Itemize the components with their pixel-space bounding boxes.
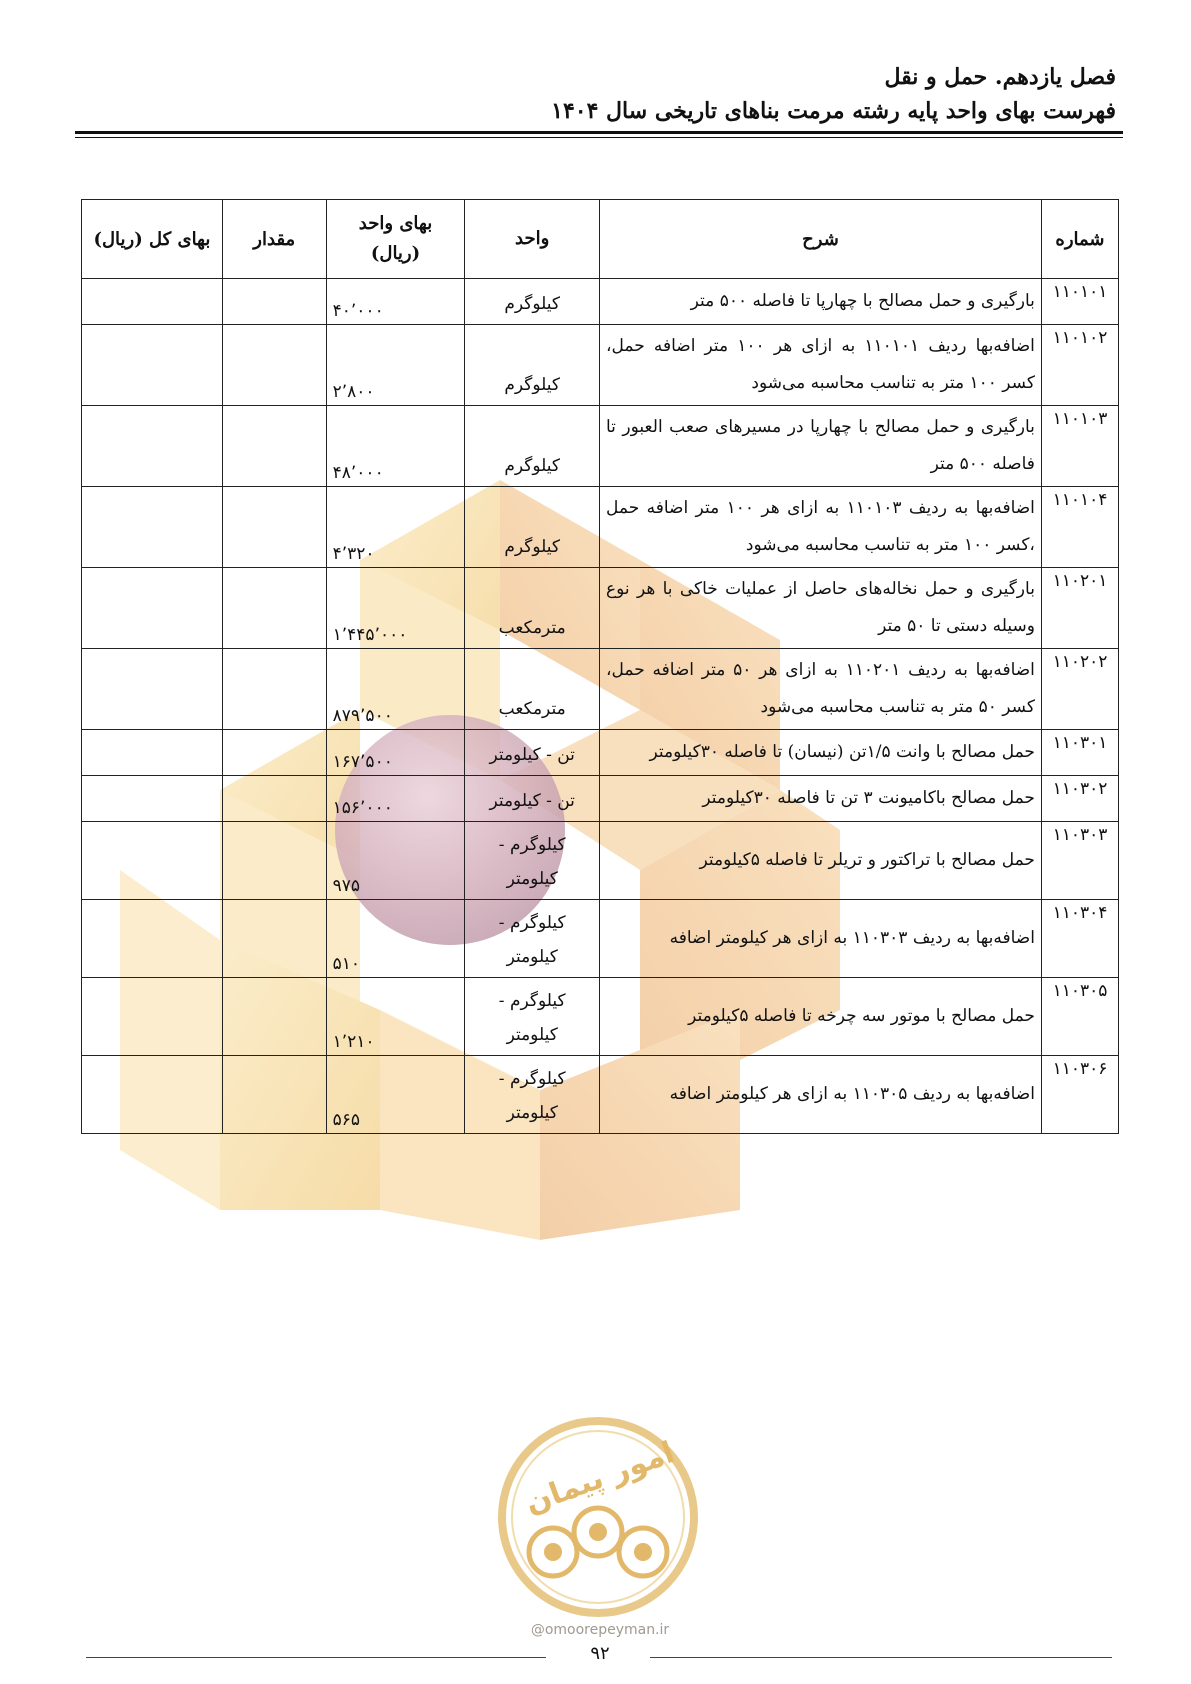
row-total <box>82 730 223 776</box>
row-unit-price: ۵۱۰ <box>326 900 465 978</box>
row-number: ۱۱۰۱۰۳ <box>1041 406 1118 487</box>
row-unit: کیلوگرم <box>465 279 600 325</box>
row-quantity <box>222 776 326 822</box>
row-description: حمل مصالح با تراکتور و تریلر تا فاصله ۵کیلومتر <box>600 822 1042 900</box>
row-unit: تن - کیلومتر <box>465 730 600 776</box>
page-number: ۹۲ <box>590 1643 610 1664</box>
header-description: شرح <box>600 200 1042 279</box>
row-unit-price: ۹۷۵ <box>326 822 465 900</box>
header-unit-price <box>326 200 465 279</box>
row-unit: کیلوگرم - کیلومتر <box>465 1056 600 1134</box>
price-list-table <box>81 199 1119 1134</box>
table-row <box>82 649 1119 730</box>
table-row <box>82 568 1119 649</box>
row-description: اضافه‌بها به ردیف ۱۱۰۳۰۵ به ازای هر کیلومتر اضافه <box>600 1056 1042 1134</box>
row-quantity <box>222 406 326 487</box>
table-row <box>82 406 1119 487</box>
row-unit-price: ۱۶۷٬۵۰۰ <box>326 730 465 776</box>
table-row <box>82 1056 1119 1134</box>
row-unit-price: ۲٬۸۰۰ <box>326 325 465 406</box>
row-quantity <box>222 978 326 1056</box>
row-number: ۱۱۰۲۰۲ <box>1041 649 1118 730</box>
row-number: ۱۱۰۳۰۶ <box>1041 1056 1118 1134</box>
page-header <box>66 60 1116 128</box>
row-total <box>82 978 223 1056</box>
row-quantity <box>222 730 326 776</box>
header-number: شماره <box>1041 200 1118 279</box>
row-unit: تن - کیلومتر <box>465 776 600 822</box>
row-description: اضافه‌بها به ردیف ۱۱۰۲۰۱ به ازای هر ۵۰ متر اضافه حمل، کسر ۵۰ متر به تناسب محاسبه می‌شود <box>600 649 1042 730</box>
row-unit-price: ۱٬۲۱۰ <box>326 978 465 1056</box>
document-subtitle: فهرست بهای واحد پایه رشته مرمت بناهای تاریخی سال ۱۴۰۴ <box>551 98 1116 124</box>
row-description: حمل مصالح با موتور سه چرخه تا فاصله ۵کیلومتر <box>600 978 1042 1056</box>
row-unit-price: ۱۵۶٬۰۰۰ <box>326 776 465 822</box>
website-url: @omoorepeyman.ir <box>530 1622 670 1638</box>
table-row <box>82 900 1119 978</box>
row-number: ۱۱۰۳۰۲ <box>1041 776 1118 822</box>
row-number: ۱۱۰۳۰۵ <box>1041 978 1118 1056</box>
row-unit: کیلوگرم - کیلومتر <box>465 822 600 900</box>
row-description: بارگیری و حمل نخاله‌های حاصل از عملیات خاکی با هر نوع وسیله دستی تا ۵۰ متر <box>600 568 1042 649</box>
row-total <box>82 487 223 568</box>
row-unit-price: ۵۶۵ <box>326 1056 465 1134</box>
row-unit-price: ۴۰٬۰۰۰ <box>326 279 465 325</box>
header-unit: واحد <box>465 200 600 279</box>
row-total <box>82 325 223 406</box>
row-quantity <box>222 279 326 325</box>
seal-lettering: امور پیمان <box>520 1434 679 1522</box>
table-row <box>82 279 1119 325</box>
row-quantity <box>222 822 326 900</box>
row-number: ۱۱۰۲۰۱ <box>1041 568 1118 649</box>
table-row <box>82 822 1119 900</box>
row-unit: کیلوگرم <box>465 325 600 406</box>
row-unit-price: ۴٬۳۲۰ <box>326 487 465 568</box>
row-number: ۱۱۰۳۰۴ <box>1041 900 1118 978</box>
row-total <box>82 649 223 730</box>
row-number: ۱۱۰۳۰۳ <box>1041 822 1118 900</box>
row-quantity <box>222 487 326 568</box>
row-number: ۱۱۰۱۰۲ <box>1041 325 1118 406</box>
table-header-row <box>82 200 1119 279</box>
table-row <box>82 325 1119 406</box>
footer-rule-left <box>86 1657 546 1658</box>
header-rule-thick <box>75 131 1123 134</box>
row-description: اضافه‌بها ردیف ۱۱۰۱۰۱ به ازای هر ۱۰۰ متر اضافه حمل، کسر ۱۰۰ متر به تناسب محاسبه می‌شود <box>600 325 1042 406</box>
row-total <box>82 822 223 900</box>
row-number: ۱۱۰۱۰۱ <box>1041 279 1118 325</box>
row-unit-price: ۸۷۹٬۵۰۰ <box>326 649 465 730</box>
row-unit-price: ۴۸٬۰۰۰ <box>326 406 465 487</box>
row-description: حمل مصالح با وانت ۱/۵تن (نیسان) تا فاصله ۳۰کیلومتر <box>600 730 1042 776</box>
header-unit-price-line2: (ریال) <box>370 243 421 264</box>
row-unit: کیلوگرم <box>465 406 600 487</box>
header-unit-price-line1: بهای واحد <box>358 213 433 234</box>
row-total <box>82 900 223 978</box>
row-quantity <box>222 1056 326 1134</box>
row-total <box>82 406 223 487</box>
row-quantity <box>222 325 326 406</box>
row-description: اضافه‌بها به ردیف ۱۱۰۳۰۳ به ازای هر کیلومتر اضافه <box>600 900 1042 978</box>
row-total <box>82 279 223 325</box>
header-quantity: مقدار <box>222 200 326 279</box>
row-unit-price: ۱٬۴۴۵٬۰۰۰ <box>326 568 465 649</box>
row-unit: کیلوگرم - کیلومتر <box>465 978 600 1056</box>
omoorepeyman-seal-logo <box>488 1412 708 1622</box>
header-total: بهای کل (ریال) <box>82 200 223 279</box>
table-row <box>82 776 1119 822</box>
row-total <box>82 776 223 822</box>
table-row <box>82 487 1119 568</box>
row-number: ۱۱۰۱۰۴ <box>1041 487 1118 568</box>
row-description: حمل مصالح باکامیونت ۳ تن تا فاصله ۳۰کیلومتر <box>600 776 1042 822</box>
row-unit: کیلوگرم <box>465 487 600 568</box>
row-quantity <box>222 900 326 978</box>
header-rule-thin <box>75 137 1123 138</box>
row-quantity <box>222 649 326 730</box>
row-total <box>82 1056 223 1134</box>
chapter-title: فصل یازدهم. حمل و نقل <box>884 64 1116 90</box>
row-total <box>82 568 223 649</box>
footer-rule-right <box>650 1657 1112 1658</box>
row-quantity <box>222 568 326 649</box>
row-unit: مترمکعب <box>465 649 600 730</box>
row-unit: کیلوگرم - کیلومتر <box>465 900 600 978</box>
row-unit: مترمکعب <box>465 568 600 649</box>
row-description: اضافه‌بها به ردیف ۱۱۰۱۰۳ به ازای هر ۱۰۰ متر اضافه حمل ،کسر ۱۰۰ متر به تناسب محاسبه می‌شود <box>600 487 1042 568</box>
table-row <box>82 978 1119 1056</box>
row-description: بارگیری و حمل مصالح با چهارپا در مسیرهای صعب العبور تا فاصله ۵۰۰ متر <box>600 406 1042 487</box>
table-row <box>82 730 1119 776</box>
row-description: بارگیری و حمل مصالح با چهارپا تا فاصله ۵۰۰ متر <box>600 279 1042 325</box>
row-number: ۱۱۰۳۰۱ <box>1041 730 1118 776</box>
